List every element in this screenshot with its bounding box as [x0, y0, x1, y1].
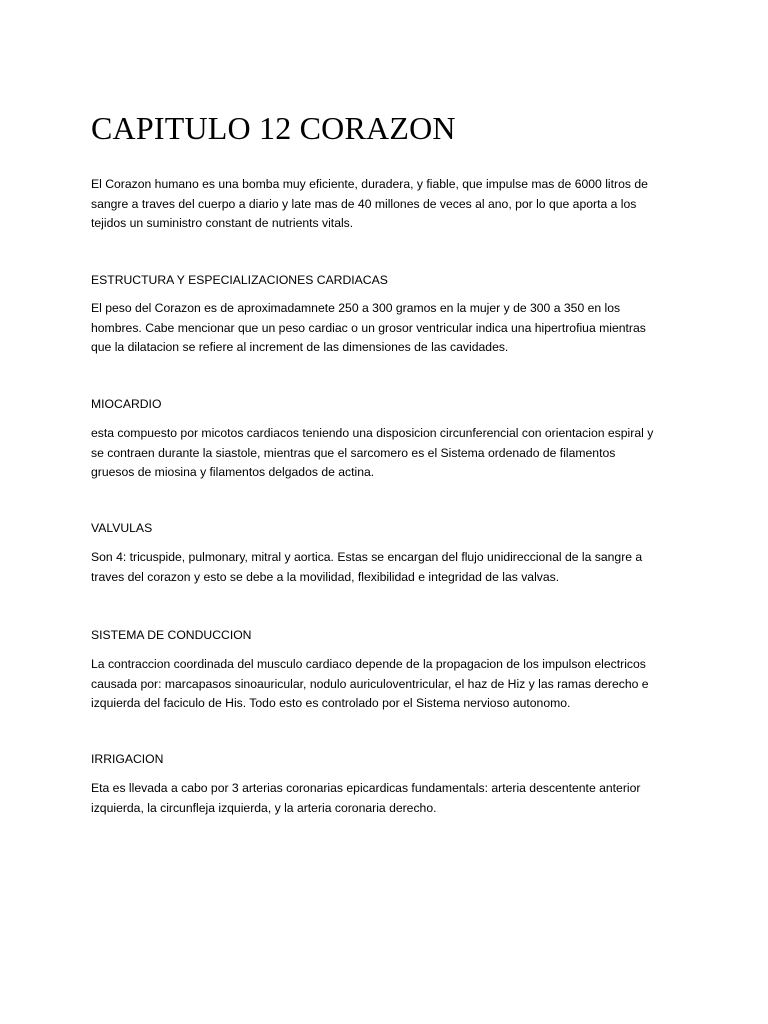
intro-line: tejidos un suministro constant de nutrients vitals.: [91, 216, 354, 230]
section-paragraph-valvulas: [91, 548, 681, 587]
page-title: CAPITULO 12 CORAZON: [91, 110, 456, 146]
section-heading-miocardio: MIOCARDIO: [91, 397, 162, 411]
section-paragraph-miocardio: [91, 424, 681, 483]
section-paragraph-sistema-conduccion: [91, 655, 681, 714]
paragraph-line: esta compuesto por micotos cardiacos teniendo una disposicion circunferencial con orientacion espiral y: [91, 426, 654, 440]
section-heading-estructura: ESTRUCTURA Y ESPECIALIZACIONES CARDIACAS: [91, 273, 388, 287]
paragraph-line: Eta es llevada a cabo por 3 arterias coronarias epicardicas fundamentals: arteria descentente anterior: [91, 781, 641, 795]
paragraph-line: se contraen durante la siastole, mientras que el sarcomero es el Sistema ordenado de filamentos: [91, 445, 616, 460]
intro-line: El Corazon humano es una bomba muy eficiente, duradera, y fiable, que impulse mas de 6000 litros de: [91, 177, 648, 191]
paragraph-line: traves del corazon y esto se debe a la movilidad, flexibilidad e integridad de las valvas.: [91, 569, 560, 584]
section-paragraph-irrigacion: [91, 779, 681, 818]
paragraph-line: El peso del Corazon es de aproximadamnete 250 a 300 gramos en la mujer y de 300 a 350 en los: [91, 301, 621, 315]
section-heading-irrigacion: IRRIGACION: [91, 752, 164, 766]
paragraph-line: La contraccion coordinada del musculo cardiaco depende de la propagacion de los impulson electricos: [91, 657, 646, 671]
paragraph-line: izquierda, la circunfleja izquierda, y la arteria coronaria derecho.: [91, 800, 437, 815]
paragraph-line: hombres. Cabe mencionar que un peso cardiac o un grosor ventricular indica una hipertrofiua mientras: [91, 320, 646, 335]
intro-paragraph: [91, 175, 681, 234]
paragraph-line: causada por: marcapasos sinoauricular, nodulo auriculoventricular, el haz de Hiz y las ramas derecho e: [91, 676, 649, 691]
section-paragraph-estructura: [91, 299, 681, 358]
intro-line: sangre a traves del cuerpo a diario y late mas de 40 millones de veces al ano, por lo que aporta a los: [91, 196, 637, 211]
section-heading-valvulas: VALVULAS: [91, 521, 153, 535]
section-heading-sistema-conduccion: SISTEMA DE CONDUCCION: [91, 628, 252, 642]
paragraph-line: gruesos de miosina y filamentos delgados de actina.: [91, 465, 375, 479]
paragraph-line: Son 4: tricuspide, pulmonary, mitral y aortica. Estas se encargan del flujo unidireccional de la sangre a: [91, 550, 643, 564]
paragraph-line: que la dilatacion se refiere al increment de las dimensiones de las cavidades.: [91, 340, 509, 354]
paragraph-line: izquierda del faciculo de His. Todo esto es controlado por el Sistema nervioso autonomo.: [91, 696, 571, 710]
